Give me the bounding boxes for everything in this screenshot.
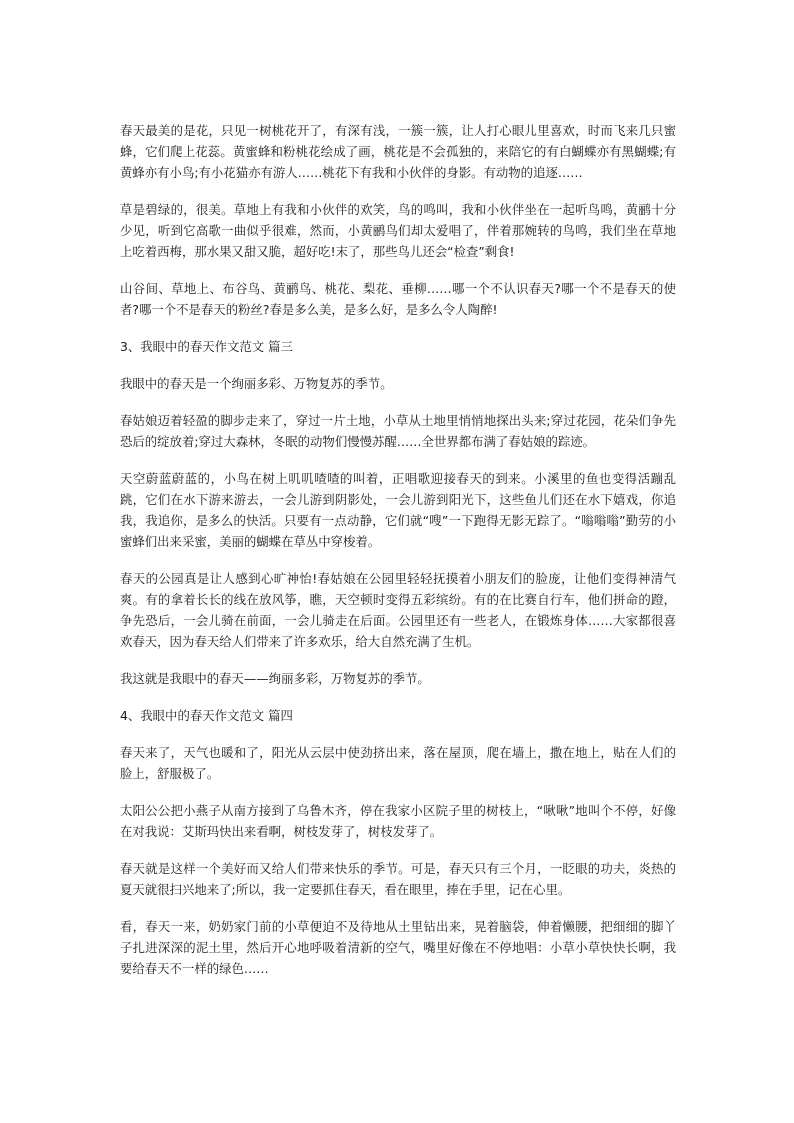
section-heading-3: 3、我眼中的春天作文范文 篇三 [120,339,293,354]
paragraph-park: 春天的公园真是让人感到心旷神怡!春姑娘在公园里轻轻抚摸着小朋友们的脸庞，让他们变得神清气爽。有的拿着长长的线在放风筝，瞧，天空顿时变得五彩缤纷。有的在比赛自行车，他们拼命的蹬，争先恐后，一会儿骑在前面，一会儿骑走在后面。公园里还有一些老人，在锻炼身体……大家都很喜欢春天，因为春天给人们带来了许多欢乐，给大自然充满了生机。 [120,571,676,649]
paragraph-green-grass: 草是碧绿的，很美。草地上有我和小伙伴的欢笑，鸟的鸣叫，我和小伙伴坐在一起听鸟鸣，黄鹂十分少见，听到它高歌一曲似乎很难，然而，小黄鹂鸟们却太爱唱了，伴着那婉转的鸟鸣，我们坐在草地上吃着西梅，那水果又甜又脆，超好吃!末了，那些鸟儿还会“检查”剩食! [120,202,676,259]
paragraph-peach-blossom: 春天最美的是花，只见一树桃花开了，有深有浅，一簇一簇，让人打心眼儿里喜欢，时而飞来几只蜜蜂，它们爬上花蕊。黄蜜蜂和粉桃花绘成了画，桃花是不会孤独的，来陪它的有白蝴蝶亦有黑蝴蝶;有黄蜂亦有小鸟;有小花猫亦有游人……桃花下有我和小伙伴的身影。有动物的追逐…… [120,123,676,180]
paragraph-warm-sun: 春天来了，天气也暖和了，阳光从云层中使劲挤出来，落在屋顶，爬在墙上，撒在地上，贴在人们的脸上，舒服极了。 [120,745,676,781]
paragraph-spring-messengers: 山谷间、草地上、布谷鸟、黄鹂鸟、桃花、梨花、垂柳……哪一个不认识春天?哪一个不是春天的使者?哪一个不是春天的粉丝?春是多么美，是多么好，是多么令人陶醉! [120,281,676,317]
paragraph-spring-girl: 春姑娘迈着轻盈的脚步走来了，穿过一片土地，小草从土地里悄悄地探出头来;穿过花园，花朵们争先恐后的绽放着;穿过大森林，冬眠的动物们慢慢苏醒……全世界都布满了春姑娘的踪迹。 [120,413,676,449]
document-body [120,120,676,995]
paragraph-conclusion-3: 我这就是我眼中的春天——绚丽多彩，万物复苏的季节。 [120,671,430,686]
paragraph-little-grass: 看，春天一来，奶奶家门前的小草便迫不及待地从土里钻出来，晃着脑袋，伸着懒腰，把细细的脚丫子扎进深深的泥土里，然后开心地呼吸着清新的空气，嘴里好像在不停地唱：小草小草快快长啊，我要给春天不一样的绿色…… [120,919,676,976]
section-heading-4: 4、我眼中的春天作文范文 篇四 [120,708,293,723]
paragraph-intro-3: 我眼中的春天是一个绚丽多彩、万物复苏的季节。 [120,376,393,391]
paragraph-swallow: 太阳公公把小燕子从南方接到了乌鲁木齐，停在我家小区院子里的树枝上，“啾啾”地叫个不停，好像在对我说：艾斯玛快出来看啊，树枝发芽了，树枝发芽了。 [120,803,676,839]
paragraph-happy-season: 春天就是这样一个美好而又给人们带来快乐的季节。可是，春天只有三个月，一眨眼的功夫，炎热的夏天就很扫兴地来了;所以，我一定要抓住春天，看在眼里，捧在手里，记在心里。 [120,861,676,897]
paragraph-blue-sky: 天空蔚蓝蔚蓝的，小鸟在树上叽叽喳喳的叫着，正唱歌迎接春天的到来。小溪里的鱼也变得活蹦乱跳，它们在水下游来游去，一会儿游到阴影处，一会儿游到阳光下，这些鱼儿们还在水下嬉戏，你追我，我追你，是多么的快活。只要有一点动静，它们就“嗖”一下跑得无影无踪了。“嗡嗡嗡”勤劳的小蜜蜂们出来采蜜，美丽的蝴蝶在草丛中穿梭着。 [120,471,676,549]
